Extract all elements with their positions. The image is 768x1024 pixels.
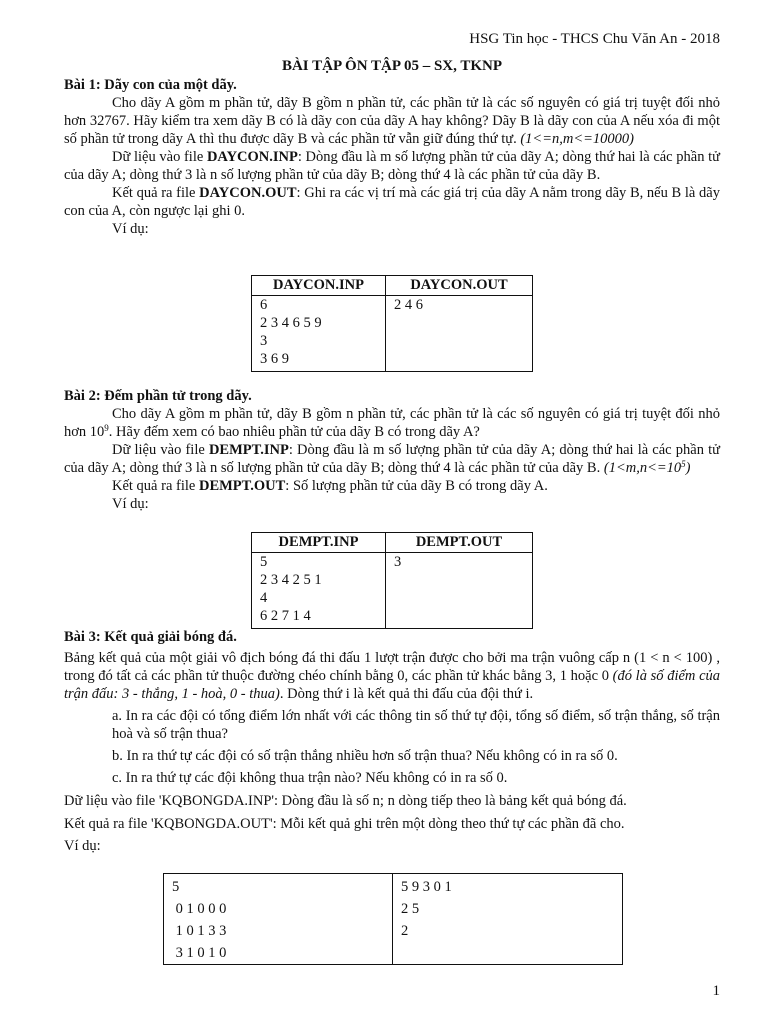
bai1-table-header-inp: DAYCON.INP (252, 276, 386, 296)
bai1-heading: Bài 1: Dãy con của một dãy. (64, 77, 237, 93)
bai2-table-header-inp: DEMPT.INP (252, 533, 386, 553)
page-header: HSG Tin học - THCS Chu Văn An - 2018 (469, 31, 720, 47)
bai3-part-c: c. In ra thứ tự các đội không thua trận nào? Nếu không có in ra số 0. (112, 770, 508, 786)
bai1-section (64, 76, 720, 238)
bai2-table-input-cell: 5 2 3 4 2 5 1 4 6 2 7 1 4 (252, 553, 386, 629)
bai1-example-label: Ví dụ: (112, 221, 149, 237)
bai1-output-file: DAYCON.OUT (199, 185, 297, 201)
bai3-heading: Bài 3: Kết quả giải bóng đá. (64, 629, 237, 645)
bai1-paragraph-3: Kết quả ra file DAYCON.OUT: Ghi ra các vị trí mà các giá trị của dãy A nằm trong dãy B, nếu B là dãy con của A, còn ngược lại ghi 0. (64, 185, 720, 219)
bai1-paragraph-2: Dữ liệu vào file DAYCON.INP: Dòng đầu là m số lượng phần tử của dãy A; dòng thứ hai là các phần tử của dãy A; dòng thứ 3 là n số lượng phần tử của dãy B; dòng thứ 4 là các phần tử của dãy B. (64, 149, 720, 183)
bai3-part-a: a. In ra các đội có tổng điểm lớn nhất với các thông tin số thứ tự đội, tổng số điểm, số trận thắng, số trận hoà và số trận thua? (112, 708, 720, 742)
bai1-paragraph-1: Cho dãy A gồm m phần tử, dãy B gồm n phần tử, các phần tử là các số nguyên có giá trị tuyệt đối nhỏ hơn 32767. Hãy kiểm tra xem dãy B có là dãy con của dãy A hay không? Dãy B là dãy con của A nếu xóa đi một số phần tử trong dãy A thì thu được dãy B và các phần tử vẫn giữ đúng thứ tự. (1<=n,m<=10000) (64, 95, 720, 147)
bai1-input-file: DAYCON.INP (206, 149, 298, 165)
bai1-example-table (251, 275, 533, 372)
bai3-example-label: Ví dụ: (64, 838, 101, 854)
bai2-constraint: $(1<m,n<=10^5)$ (603, 459, 691, 476)
bai2-table-output-cell: 3 (386, 553, 533, 629)
bai1-constraint: (1<=n,m<=10000) (520, 131, 634, 147)
page-title: BÀI TẬP ÔN TẬP 05 – SX, TKNP (281, 58, 503, 74)
bai2-section (64, 387, 720, 513)
bai1-table-input-cell: 6 2 3 4 6 5 9 3 3 6 9 (252, 296, 386, 372)
bai2-example-label: Ví dụ: (112, 496, 149, 512)
bai2-example-table (251, 532, 533, 629)
bai2-paragraph-3: Kết quả ra file DEMPT.OUT: Số lượng phần tử của dãy B có trong dãy A. (112, 478, 548, 494)
bai3-part-b: b. In ra thứ tự các đội có số trận thắng nhiều hơn số trận thua? Nếu không có in ra số 0. (112, 748, 618, 764)
bai2-paragraph-2: Dữ liệu vào file DEMPT.INP: Dòng đầu là m số lượng phần tử của dãy A; dòng thứ hai là các phần tử của dãy A; dòng thứ 3 là n số lượng phần tử của dãy B; dòng thứ 4 là các phần tử của dãy B. $(1<m,n<=10^5)$ (64, 442, 720, 476)
bai3-example-table (163, 873, 623, 965)
bai3-output-desc: Kết quả ra file 'KQBONGDA.OUT': Mỗi kết quả ghi trên một dòng theo thứ tự các phần đã cho. (64, 816, 625, 832)
bai2-heading: Bài 2: Đếm phần tử trong dãy. (64, 388, 252, 404)
page-number: 1 (712, 983, 720, 999)
bai2-output-file: DEMPT.OUT (198, 478, 286, 494)
bai2-input-file: DEMPT.INP (208, 442, 289, 458)
bai3-paragraph-1: Bảng kết quả của một giải vô địch bóng đá thi đấu 1 lượt trận được cho bởi ma trận vuông cấp n (1 < n < 100) , trong đó tất cả các phần tử thuộc đường chéo chính bằng 0, các phần tử khác bằng 3, 1 hoặc 0 (đó là số điểm của trận đấu: 3 - thắng, 1 - hoà, 0 - thua). Dòng thứ i là kết quả thi đấu của đội thứ i. (64, 650, 720, 702)
bai3-input-desc: Dữ liệu vào file 'KQBONGDA.INP': Dòng đầu là số n; n dòng tiếp theo là bảng kết quả bóng đá. (64, 793, 627, 809)
bai2-paragraph-1: Cho dãy A gồm m phần tử, dãy B gồm n phần tử, các phần tử là các số nguyên có giá trị tuyệt đối nhỏ hơn $10^9$. Hãy đếm xem có bao nhiêu phần tử của dãy B có trong dãy A? (64, 406, 720, 440)
bai3-table-output-cell: 5 9 3 0 1 2 5 2 (393, 874, 623, 965)
bai1-table-output-cell: 2 4 6 (386, 296, 533, 372)
bai2-table-header-out: DEMPT.OUT (386, 533, 533, 553)
bai3-table-input-cell: 5 0 1 0 0 0 1 0 1 3 3 3 1 0 1 0 (164, 874, 393, 965)
bai1-table-header-out: DAYCON.OUT (386, 276, 533, 296)
bai3-section (64, 628, 720, 855)
